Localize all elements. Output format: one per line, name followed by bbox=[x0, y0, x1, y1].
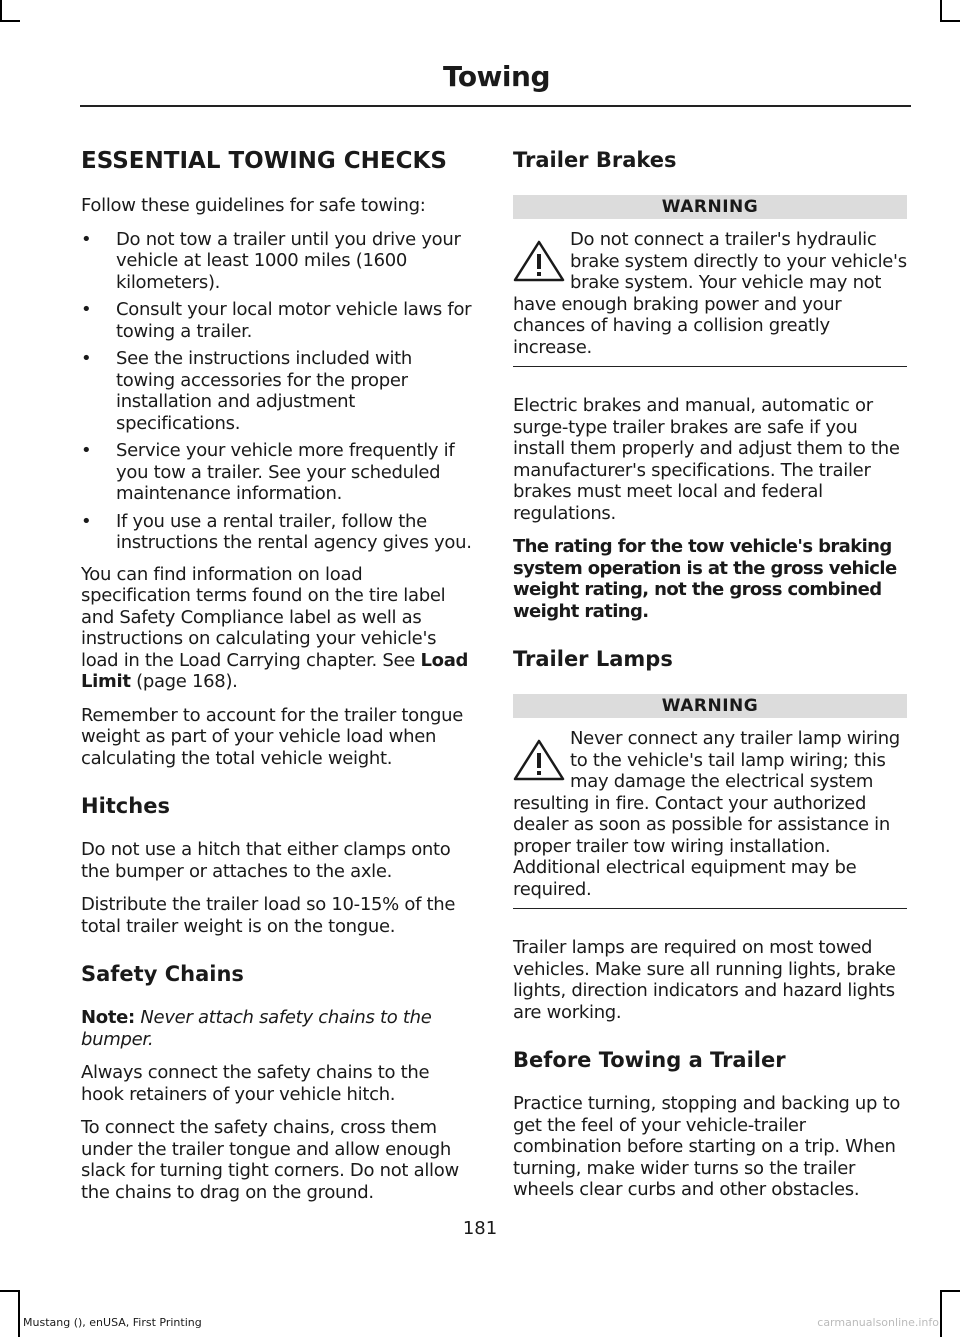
section-heading-before-towing: Before Towing a Trailer bbox=[513, 1048, 786, 1072]
guidelines-list bbox=[81, 229, 475, 554]
warning-banner: WARNING bbox=[513, 195, 907, 219]
edition-footer: Mustang (), enUSA, First Printing bbox=[23, 1316, 202, 1329]
chains-paragraph-2: To connect the safety chains, cross them under the trailer tongue and allow enough slack for turning tight corners. Do not allow the chains to drag on the ground. bbox=[81, 1117, 459, 1203]
warning-banner: WARNING bbox=[513, 694, 907, 718]
warning-triangle-icon bbox=[513, 239, 565, 283]
crop-mark-top-right-h bbox=[940, 20, 960, 22]
page-number: 181 bbox=[462, 1218, 498, 1239]
list-item: • Consult your local motor vehicle laws for towing a trailer. bbox=[81, 299, 472, 342]
lamps-paragraph-1: Trailer lamps are required on most towed vehicles. Make sure all running lights, brake lights, direction indicators and hazard lights are working. bbox=[513, 937, 896, 1023]
crop-mark-bottom-left-v bbox=[18, 1290, 20, 1337]
hitches-paragraph-2: Distribute the trailer load so 10-15% of the total trailer weight is on the tongue. bbox=[81, 894, 456, 937]
load-limit-link[interactable]: Load Limit bbox=[81, 649, 469, 692]
hitches-paragraph-1: Do not use a hitch that either clamps onto the bumper or attaches to the axle. bbox=[81, 839, 451, 882]
brakes-paragraph-1: Electric brakes and manual, automatic or surge-type trailer brakes are safe if you install them properly and adjust them to the manufacturer's specifications. The trailer brakes must meet local and federal regulations. bbox=[513, 395, 900, 524]
tongue-weight-paragraph: Remember to account for the trailer tongue weight as part of your vehicle load when calculating the total vehicle weight. bbox=[81, 704, 463, 769]
section-heading-trailer-brakes: Trailer Brakes bbox=[513, 148, 677, 172]
section-heading-essential-towing-checks: ESSENTIAL TOWING CHECKS bbox=[81, 148, 447, 174]
list-item: • Do not tow a trailer until you drive your vehicle at least 1000 miles (1600 kilometers). bbox=[81, 228, 461, 293]
crop-mark-bottom-right bbox=[940, 1290, 960, 1292]
bullet-icon: • bbox=[81, 348, 92, 369]
brakes-rating-paragraph: The rating for the tow vehicle's braking system operation is at the gross vehicle weight rating, not the gross combined weight rating. bbox=[513, 536, 897, 622]
watermark: carmanualsonline.info bbox=[817, 1316, 939, 1329]
bullet-icon: • bbox=[81, 440, 92, 461]
section-heading-safety-chains: Safety Chains bbox=[81, 962, 244, 986]
brakes-warning: Do not connect a trailer's hydraulic brake system directly to your vehicle's brake system. Your vehicle may not have enough braking power and your chances of having a collision greatly increase. bbox=[513, 229, 907, 367]
list-item: • If you use a rental trailer, follow the instructions the rental agency gives you. bbox=[81, 510, 472, 553]
warning-triangle-icon bbox=[513, 738, 565, 782]
list-item: • Service your vehicle more frequently if you tow a trailer. See your scheduled maintenance information. bbox=[81, 440, 455, 504]
crop-mark-bottom-right-v bbox=[940, 1290, 942, 1337]
crop-mark-bottom-left bbox=[0, 1290, 20, 1292]
list-item: • See the instructions included with towing accessories for the proper installation and adjustment specifications. bbox=[81, 348, 413, 434]
left-column bbox=[81, 143, 475, 1215]
bullet-icon: • bbox=[81, 510, 92, 532]
section-heading-hitches: Hitches bbox=[81, 794, 170, 818]
note-paragraph bbox=[81, 1007, 475, 1050]
page-header-title: Towing bbox=[442, 60, 550, 93]
right-column bbox=[513, 143, 907, 1213]
load-info-paragraph: You can find information on load specification terms found on the tire label and Safety Compliance label as well as instructions on calculating your vehicle's load in the Load Carrying chapter. See Load Limit (page 168). bbox=[81, 563, 469, 692]
note-label: Note: bbox=[81, 1007, 135, 1028]
crop-mark-top-left bbox=[0, 0, 2, 20]
crop-mark-top-right bbox=[940, 0, 942, 20]
intro-paragraph: Follow these guidelines for safe towing: bbox=[81, 195, 426, 216]
section-heading-trailer-lamps: Trailer Lamps bbox=[513, 647, 673, 671]
bullet-icon: • bbox=[81, 299, 92, 320]
bullet-icon: • bbox=[81, 228, 92, 250]
lamps-warning: Never connect any trailer lamp wiring to the vehicle's tail lamp wiring; this may damage the electrical system resulting in fire. Contact your authorized dealer as soon as possible for assistance in proper trailer tow wiring installation. Additional electrical equipment may be required. bbox=[513, 728, 907, 909]
before-towing-paragraph: Practice turning, stopping and backing up to get the feel of your vehicle-trailer combination before starting on a trip. When turning, make wider turns so the trailer wheels clear curbs and other obstacles. bbox=[513, 1093, 901, 1200]
chains-paragraph-1: Always connect the safety chains to the hook retainers of your vehicle hitch. bbox=[81, 1062, 430, 1105]
header-rule bbox=[80, 105, 911, 107]
note-text: Never attach safety chains to the bumper. bbox=[81, 1007, 432, 1050]
crop-mark-top-left-h bbox=[0, 20, 20, 22]
